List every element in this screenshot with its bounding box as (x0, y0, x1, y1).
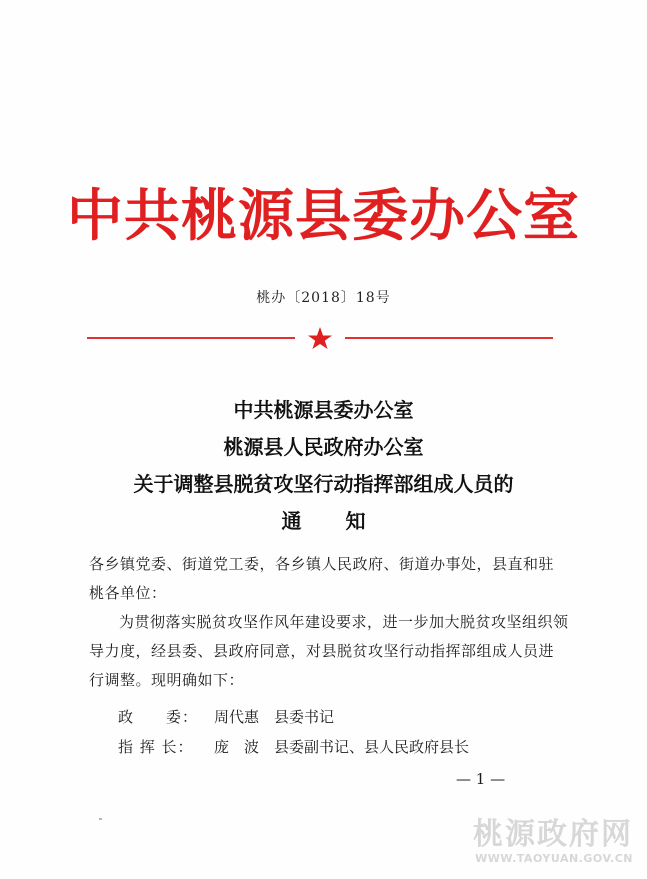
paragraph-1: 为贯彻落实脱贫攻坚作风年建设要求，进一步加大脱贫攻坚组织领导力度，经县委、县政府同意，对县脱贫攻坚行动指挥部组成人员进行调整。现明确如下： (89, 613, 569, 689)
star-icon (307, 326, 333, 350)
member-detail: 周代惠 县委书记 (214, 708, 335, 726)
member-role: 指 挥 长： (118, 738, 194, 756)
member-detail: 庞 波 县委副书记、县人民政府县长 (214, 738, 470, 756)
notice-title (0, 392, 647, 540)
salutation: 各乡镇党委、街道党工委，各乡镇人民政府、街道办事处，县直和驻桃各单位： (89, 555, 555, 602)
divider-line-left (87, 337, 295, 339)
title-line-1: 中共桃源县委办公室 (233, 398, 414, 422)
watermark-url: WWW.TAOYUAN.GOV.CN (475, 852, 633, 865)
body-text (89, 550, 569, 695)
title-line-2: 桃源县人民政府办公室 (223, 435, 424, 459)
member-row (118, 736, 469, 758)
red-divider (87, 326, 553, 350)
document-number: 桃办〔2018〕18号 (256, 290, 391, 306)
scan-speck (99, 818, 102, 820)
title-line-4: 通知 (281, 509, 410, 533)
watermark-name: 桃源政府网 (473, 817, 633, 852)
title-line-3: 关于调整县脱贫攻坚行动指挥部组成人员的 (133, 472, 514, 496)
divider-line-right (345, 337, 553, 339)
page-number: — 1 — (456, 770, 506, 788)
masthead-title: 中共桃源县委办公室 (67, 183, 580, 249)
watermark (473, 818, 633, 866)
member-role: 政 委： (118, 708, 199, 726)
member-row (118, 706, 334, 728)
